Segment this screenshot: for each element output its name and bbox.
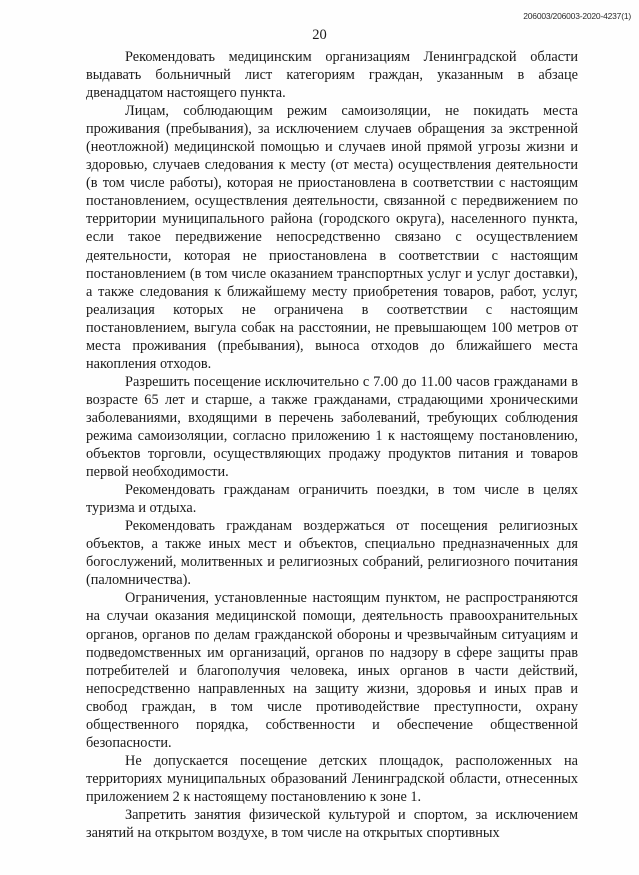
paragraph: Лицам, соблюдающим режим самоизоляции, не покидать места проживания (пребывания), за исключением случаев обращения за экстренной (неотложной) медицинской помощью и случаев иной прямой угрозы жизни и здоровью, случаев следования к месту (от места) осуществления деятельности (в том числе работы), которая не приостановлена в соответствии с настоящим постановлением, осуществления деятельности, связанной с передвижением по территории муниципального района (городского округа), населенного пункта, если такое передвижение непосредственно связано с осуществлением деятельности, которая не приостановлена в соответствии с настоящим постановлением (в том числе оказанием транспортных услуг и услуг доставки), а также следования к ближайшему месту приобретения товаров, работ, услуг, реализация которых не ограничена в соответствии с настоящим постановлением, выгула собак на расстоянии, не превышающем 100 метров от места проживания (пребывания), выноса отходов до ближайшего места накопления отходов. (86, 103, 578, 372)
document-code: 206003/206003-2020-4237(1) (523, 11, 631, 21)
document-body (86, 48, 578, 842)
paragraph: Не допускается посещение детских площадок, расположенных на территориях муниципальных образований Ленинградской области, отнесенных приложением 2 к настоящему постановлению к зоне 1. (86, 752, 578, 805)
page-number: 20 (312, 27, 327, 43)
paragraph: Запретить занятия физической культурой и спортом, за исключением занятий на открытом воздухе, в том числе на открытых спортивных (86, 806, 578, 842)
paragraph: Ограничения, установленные настоящим пунктом, не распространяются на случаи оказания медицинской помощи, деятельность правоохранительных органов, органов по делам гражданской обороны и чрезвычайным ситуациям и подведомственных им организаций, органов по надзору в сфере защиты прав потребителей и благополучия человека, иных органов в части действий, непосредственно направленных на защиту жизни, здоровья и иных прав и свобод граждан, в том числе противодействие преступности, охрану общественного порядка, собственности и обеспечение общественной безопасности. (86, 590, 578, 751)
paragraph: Рекомендовать гражданам воздержаться от посещения религиозных объектов, а также иных мест и объектов, специально предназначенных для богослужений, молитвенных и религиозных собраний, религиозного почитания (паломничества). (86, 518, 578, 589)
paragraph: Рекомендовать гражданам ограничить поездки, в том числе в целях туризма и отдыха. (86, 482, 578, 517)
paragraph: Разрешить посещение исключительно с 7.00 до 11.00 часов гражданами в возрасте 65 лет и старше, а также гражданами, страдающими хроническими заболеваниями, входящими в перечень заболеваний, требующих соблюдения режима самоизоляции, согласно приложению 1 к настоящему постановлению, объектов торговли, осуществляющих продажу продуктов питания и товаров первой необходимости. (86, 373, 578, 481)
paragraph: Рекомендовать медицинским организациям Ленинградской области выдавать больничный лист категориям граждан, указанным в абзаце двенадцатом настоящего пункта. (86, 49, 578, 102)
